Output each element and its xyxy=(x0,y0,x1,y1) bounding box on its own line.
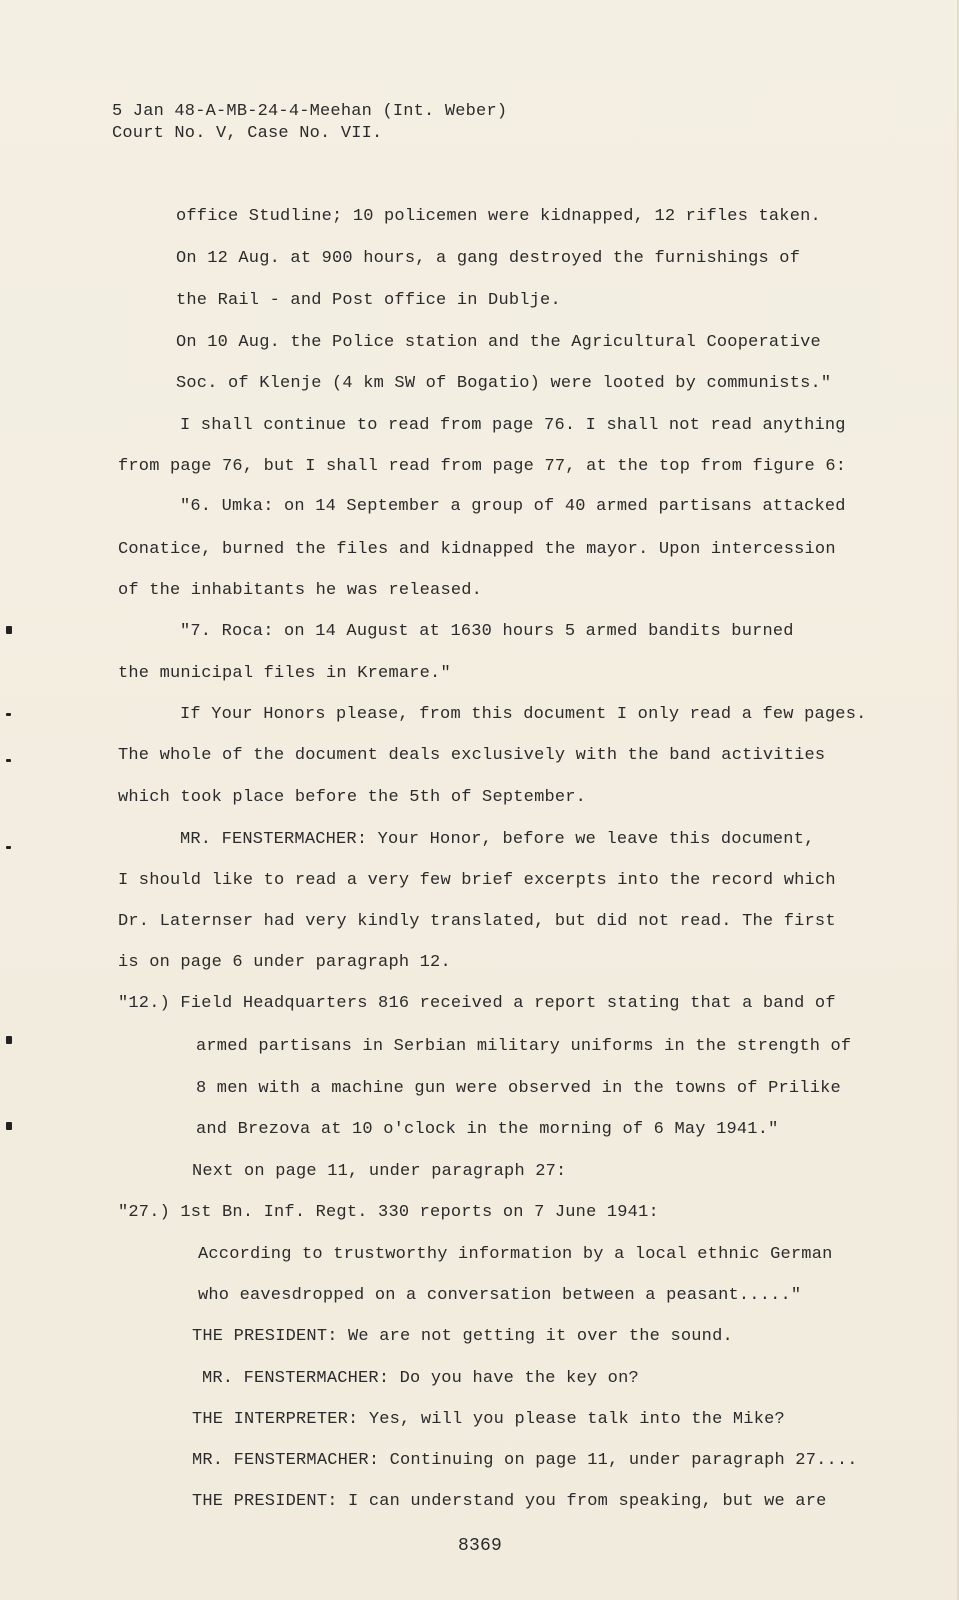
margin-mark xyxy=(6,1036,12,1044)
body-line: Dr. Laternser had very kindly translated, but did not read. The first xyxy=(118,912,836,931)
margin-mark xyxy=(6,759,11,762)
body-line: which took place before the 5th of September. xyxy=(118,788,587,807)
body-line: of the inhabitants he was released. xyxy=(118,581,483,600)
margin-mark xyxy=(6,846,11,849)
body-line: "12.) Field Headquarters 816 received a report stating that a band of xyxy=(118,994,836,1013)
body-line: On 12 Aug. at 900 hours, a gang destroyed the furnishings of xyxy=(176,249,801,268)
body-line: I shall continue to read from page 76. I shall not read anything xyxy=(180,416,846,435)
body-line: "7. Roca: on 14 August at 1630 hours 5 armed bandits burned xyxy=(180,622,794,641)
body-line: If Your Honors please, from this document I only read a few pages. xyxy=(180,705,867,724)
body-line: Conatice, burned the files and kidnapped the mayor. Upon intercession xyxy=(118,540,836,559)
body-line: Soc. of Klenje (4 km SW of Bogatio) were looted by communists." xyxy=(176,374,832,393)
margin-mark xyxy=(6,626,12,634)
body-line: is on page 6 under paragraph 12. xyxy=(118,953,451,972)
body-line: from page 76, but I shall read from page 77, at the top from figure 6: xyxy=(118,457,847,476)
body-line: armed partisans in Serbian military uniforms in the strength of xyxy=(196,1037,852,1056)
body-line: 8 men with a machine gun were observed in the towns of Prilike xyxy=(196,1079,841,1098)
body-line: THE PRESIDENT: We are not getting it over the sound. xyxy=(192,1327,733,1346)
body-line: "27.) 1st Bn. Inf. Regt. 330 reports on 7 June 1941: xyxy=(118,1203,659,1222)
margin-mark xyxy=(6,1122,12,1130)
body-line: THE PRESIDENT: I can understand you from speaking, but we are xyxy=(192,1492,827,1511)
header-line-2: Court No. V, Case No. VII. xyxy=(112,124,383,143)
body-line: MR. FENSTERMACHER: Your Honor, before we leave this document, xyxy=(180,830,815,849)
body-line: "6. Umka: on 14 September a group of 40 armed partisans attacked xyxy=(180,497,846,516)
body-line: MR. FENSTERMACHER: Continuing on page 11, under paragraph 27.... xyxy=(192,1451,858,1470)
body-line: On 10 Aug. the Police station and the Agricultural Cooperative xyxy=(176,333,821,352)
body-line: and Brezova at 10 o'clock in the morning of 6 May 1941." xyxy=(196,1120,779,1139)
body-line: office Studline; 10 policemen were kidnapped, 12 rifles taken. xyxy=(176,207,821,226)
header-line-1: 5 Jan 48-A-MB-24-4-Meehan (Int. Weber) xyxy=(112,102,508,121)
body-line: I should like to read a very few brief excerpts into the record which xyxy=(118,871,836,890)
body-line: The whole of the document deals exclusively with the band activities xyxy=(118,746,826,765)
margin-mark xyxy=(6,713,11,716)
page-number: 8369 xyxy=(458,1536,503,1556)
body-line: According to trustworthy information by a local ethnic German xyxy=(198,1245,833,1264)
body-line: THE INTERPRETER: Yes, will you please talk into the Mike? xyxy=(192,1410,785,1429)
body-line: Next on page 11, under paragraph 27: xyxy=(192,1162,567,1181)
body-line: the Rail - and Post office in Dublje. xyxy=(176,291,561,310)
body-line: MR. FENSTERMACHER: Do you have the key on? xyxy=(202,1369,639,1388)
body-line: the municipal files in Kremare." xyxy=(118,664,451,683)
body-line: who eavesdropped on a conversation between a peasant....." xyxy=(198,1286,802,1305)
